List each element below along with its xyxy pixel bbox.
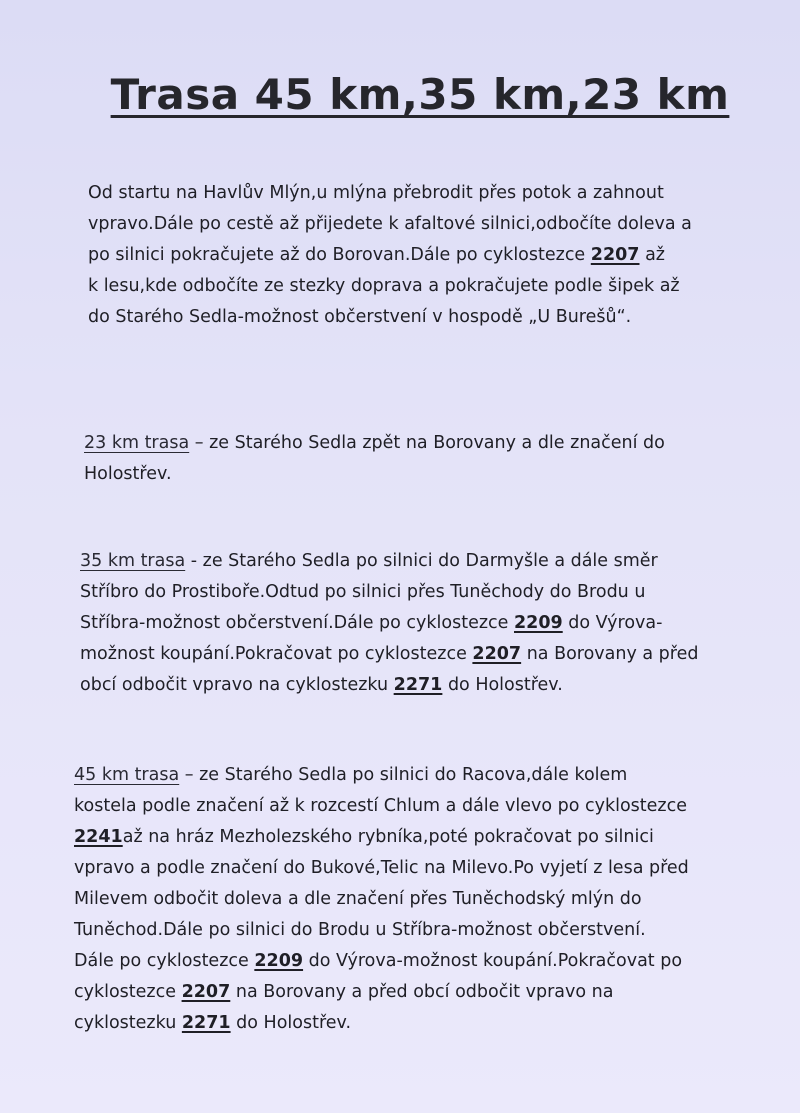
route-45-line-8-text: cyklostezce xyxy=(74,982,182,1002)
route-35-line-1-text: - ze Starého Sedla po silnici do Darmyšle a dále směr xyxy=(185,551,658,571)
route-23-line-1-text: – ze Starého Sedla zpět na Borovany a dle značení do xyxy=(189,433,665,453)
intro-line-3-text: po silnici pokračujete až do Borovan.Dále po cyklostezce xyxy=(88,245,591,265)
route-35-line-3-text: Stříbra-možnost občerstvení.Dále po cyklostezce xyxy=(80,613,514,633)
route-35-paragraph xyxy=(80,546,698,701)
route-45-line-7 xyxy=(74,946,689,977)
route-23-label: 23 km trasa xyxy=(84,433,190,453)
route-35-line-1 xyxy=(80,546,698,577)
route-35-line-5 xyxy=(80,670,698,701)
route-number-2241: 2241 xyxy=(74,827,123,847)
route-35-line-5-end: do Holostřev. xyxy=(442,675,563,695)
route-number-2209: 2209 xyxy=(514,613,563,633)
route-45-line-6: Tuněchod.Dále po silnici do Brodu u Stříbra-možnost občerstvení. xyxy=(74,920,646,940)
route-35-line-4 xyxy=(80,639,698,670)
route-35-line-4-text: možnost koupání.Pokračovat po cyklostezce xyxy=(80,644,473,664)
page-title xyxy=(0,70,800,119)
route-45-line-9-end: do Holostřev. xyxy=(230,1013,352,1033)
route-35-line-2: Stříbro do Prostiboře.Odtud po silnici přes Tuněchody do Brodu u xyxy=(80,582,646,602)
intro-line-2: vpravo.Dále po cestě až přijedete k afaltové silnici,odbočíte doleva a xyxy=(88,214,692,234)
intro-line-4: k lesu,kde odbočíte ze stezky doprava a pokračujete podle šipek až xyxy=(88,276,680,296)
route-number-2207: 2207 xyxy=(181,982,231,1002)
route-35-label: 35 km trasa xyxy=(80,551,186,571)
route-23-line-2: Holostřev. xyxy=(84,464,172,484)
route-45-label: 45 km trasa xyxy=(74,765,180,785)
route-45-line-3 xyxy=(74,822,689,853)
intro-line-3-end: až xyxy=(639,245,665,265)
route-45-line-3-text: až na hráz Mezholezského rybníka,poté pokračovat po silnici xyxy=(122,827,654,847)
route-45-line-8-end: na Borovany a před obcí odbočit vpravo na xyxy=(230,982,614,1002)
route-45-paragraph xyxy=(74,760,689,1039)
route-45-line-4: vpravo a podle značení do Bukové,Telic na Milevo.Po vyjetí z lesa před xyxy=(74,858,689,878)
route-number-2271: 2271 xyxy=(393,675,443,695)
page-title-text: Trasa 45 km,35 km,23 km xyxy=(110,70,730,119)
route-number-2271: 2271 xyxy=(181,1013,231,1033)
route-45-line-2: kostela podle značení až k rozcestí Chlum a dále vlevo po cyklostezce xyxy=(74,796,687,816)
intro-line-1: Od startu na Havlův Mlýn,u mlýna přebrodit přes potok a zahnout xyxy=(88,183,664,203)
route-35-line-4-end: na Borovany a před xyxy=(521,644,699,664)
route-35-line-3-end: do Výrova- xyxy=(562,613,663,633)
route-35-line-3 xyxy=(80,608,698,639)
route-23-paragraph xyxy=(84,428,665,490)
route-45-line-9 xyxy=(74,1008,689,1039)
route-number-2209: 2209 xyxy=(254,951,304,971)
intro-paragraph xyxy=(88,178,692,333)
route-45-line-7-text: Dále po cyklostezce xyxy=(74,951,255,971)
route-45-line-7-end: do Výrova-možnost koupání.Pokračovat po xyxy=(303,951,683,971)
intro-line-3 xyxy=(88,240,692,271)
route-45-line-1 xyxy=(74,760,689,791)
route-45-line-8 xyxy=(74,977,689,1008)
route-number-2207: 2207 xyxy=(590,245,640,265)
route-23-line-1 xyxy=(84,428,665,459)
intro-line-5: do Starého Sedla-možnost občerstvení v hospodě „U Burešů“. xyxy=(88,307,632,327)
route-45-line-5: Milevem odbočit doleva a dle značení přes Tuněchodský mlýn do xyxy=(74,889,642,909)
route-35-line-5-text: obcí odbočit vpravo na cyklostezku xyxy=(80,675,394,695)
route-45-line-9-text: cyklostezku xyxy=(74,1013,182,1033)
route-45-line-1-text: – ze Starého Sedla po silnici do Racova,dále kolem xyxy=(179,765,628,785)
route-number-2207: 2207 xyxy=(472,644,522,664)
